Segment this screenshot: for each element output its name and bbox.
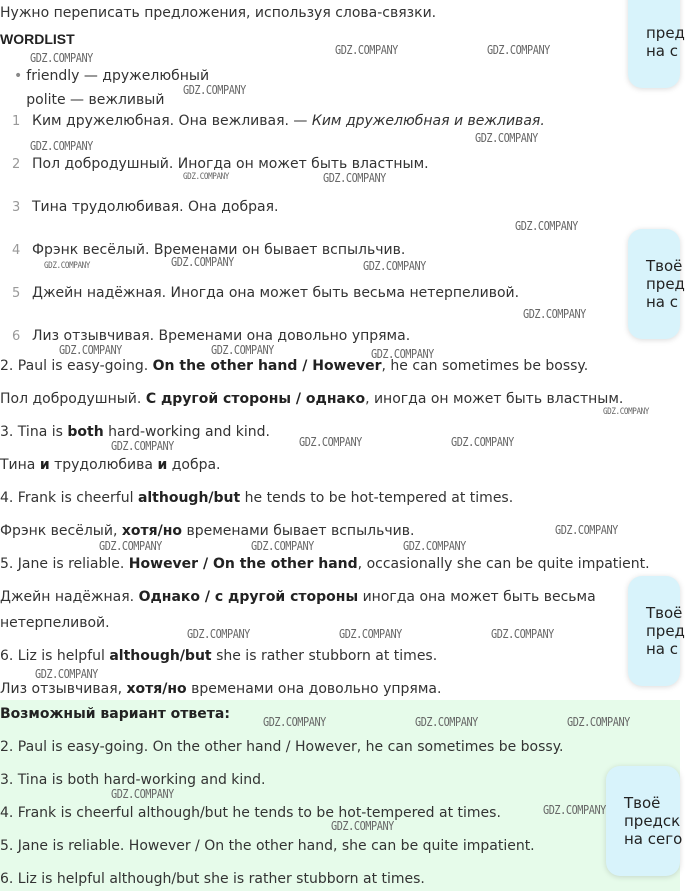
- popup-text: Твоё: [646, 604, 683, 622]
- popup-text: на с: [646, 640, 679, 658]
- watermark: GDZ.COMPANY: [30, 51, 93, 65]
- watermark: GDZ.COMPANY: [111, 787, 174, 801]
- exercise-number: 2: [12, 157, 21, 172]
- watermark: GDZ.COMPANY: [555, 523, 618, 537]
- watermark: GDZ.COMPANY: [415, 715, 478, 729]
- watermark: GDZ.COMPANY: [339, 627, 402, 641]
- prediction-popup[interactable]: [606, 766, 683, 876]
- watermark: GDZ.COMPANY: [111, 439, 174, 453]
- answer-line: 2. Paul is easy-going. On the other hand / However, he can sometimes be bossy.: [0, 739, 564, 755]
- watermark: GDZ.COMPANY: [263, 715, 326, 729]
- solution-en-2: 2. Paul is easy-going. On the other hand / However, he can sometimes be bossy.: [0, 358, 589, 374]
- popup-text: пред: [646, 24, 685, 42]
- watermark: GDZ.COMPANY: [299, 435, 362, 449]
- watermark: GDZ.COMPANY: [603, 407, 649, 417]
- watermark: GDZ.COMPANY: [187, 627, 250, 641]
- exercise-number: 3: [12, 200, 21, 215]
- watermark: GDZ.COMPANY: [567, 715, 630, 729]
- watermark: GDZ.COMPANY: [171, 255, 234, 269]
- answer-line: 5. Jane is reliable. However / On the other hand, she can be quite impatient.: [0, 838, 535, 854]
- solution-en-3: 3. Tina is both hard-working and kind.: [0, 424, 270, 440]
- watermark: GDZ.COMPANY: [475, 131, 538, 145]
- exercise-sentence: Джейн надёжная. Иногда она может быть весьма нетерпеливой.: [32, 285, 520, 301]
- answer-line: 3. Tina is both hard-working and kind.: [0, 772, 266, 788]
- solution-ru-6: Лиз отзывчивая, хотя/но временами она довольно упряма.: [0, 681, 442, 697]
- solution-ru-5-cont: нетерпеливой.: [0, 615, 110, 631]
- watermark: GDZ.COMPANY: [44, 261, 90, 271]
- solution-en-4: 4. Frank is cheerful although/but he tends to be hot-tempered at times.: [0, 490, 514, 506]
- solution-ru-5: Джейн надёжная. Однако / с другой стороны иногда она может быть весьма: [0, 589, 596, 605]
- exercise-sentence: Лиз отзывчивая. Временами она довольно упряма.: [32, 328, 411, 344]
- solution-ru-2: Пол добродушный. С другой стороны / однако, иногда он может быть властным.: [0, 391, 624, 407]
- watermark: GDZ.COMPANY: [331, 819, 394, 833]
- popup-text: на с: [646, 42, 679, 60]
- popup-text: предск: [624, 812, 681, 830]
- intro-text: Нужно переписать предложения, используя слова-связки.: [0, 5, 437, 21]
- exercise-number: 1: [12, 114, 21, 129]
- watermark: GDZ.COMPANY: [35, 667, 98, 681]
- watermark: GDZ.COMPANY: [211, 343, 274, 357]
- wordlist-item: • friendly — дружелюбный: [14, 68, 210, 84]
- watermark: GDZ.COMPANY: [515, 219, 578, 233]
- watermark: GDZ.COMPANY: [30, 139, 93, 153]
- popup-text: пред: [646, 275, 685, 293]
- exercise-sentence: Тина трудолюбивая. Она добрая.: [32, 199, 279, 215]
- prediction-popup[interactable]: [628, 0, 685, 88]
- popup-text: Твоё: [624, 794, 661, 812]
- answer-line: 6. Liz is helpful although/but she is rather stubborn at times.: [0, 871, 425, 887]
- popup-text: пред: [646, 622, 685, 640]
- watermark: GDZ.COMPANY: [183, 83, 246, 97]
- exercise-number: 4: [12, 243, 21, 258]
- answer-title: Возможный вариант ответа:: [0, 706, 230, 722]
- exercise-number: 5: [12, 286, 21, 301]
- watermark: GDZ.COMPANY: [523, 307, 586, 321]
- exercise-number: 6: [12, 329, 21, 344]
- popup-text: Твоё: [646, 257, 683, 275]
- solution-ru-3: Тина и трудолюбива и добра.: [0, 457, 221, 473]
- popup-text: на сего: [624, 830, 683, 848]
- watermark: GDZ.COMPANY: [251, 539, 314, 553]
- watermark: GDZ.COMPANY: [487, 43, 550, 57]
- watermark: GDZ.COMPANY: [543, 803, 606, 817]
- exercise-sentence: Фрэнк весёлый. Временами он бывает вспыльчив.: [32, 242, 406, 258]
- watermark: GDZ.COMPANY: [451, 435, 514, 449]
- watermark: GDZ.COMPANY: [323, 171, 386, 185]
- watermark: GDZ.COMPANY: [59, 343, 122, 357]
- watermark: GDZ.COMPANY: [363, 259, 426, 273]
- watermark: GDZ.COMPANY: [371, 347, 434, 361]
- solution-en-6: 6. Liz is helpful although/but she is rather stubborn at times.: [0, 648, 438, 664]
- exercise-sentence: Ким дружелюбная. Она вежливая. — Ким дружелюбная и вежливая.: [32, 113, 545, 129]
- prediction-popup[interactable]: [628, 576, 685, 686]
- watermark: GDZ.COMPANY: [99, 539, 162, 553]
- watermark: GDZ.COMPANY: [335, 43, 398, 57]
- prediction-popup[interactable]: [628, 229, 685, 339]
- watermark: GDZ.COMPANY: [183, 172, 229, 182]
- watermark: GDZ.COMPANY: [491, 627, 554, 641]
- solution-ru-4: Фрэнк весёлый, хотя/но временами бывает вспыльчив.: [0, 523, 415, 539]
- answer-line: 4. Frank is cheerful although/but he tends to be hot-tempered at times.: [0, 805, 501, 821]
- popup-text: на с: [646, 293, 679, 311]
- watermark: GDZ.COMPANY: [403, 539, 466, 553]
- wordlist-item: polite — вежливый: [26, 92, 165, 108]
- solution-en-5: 5. Jane is reliable. However / On the other hand, occasionally she can be quite impatient.: [0, 556, 650, 572]
- wordlist-title: WORDLIST: [0, 31, 75, 47]
- exercise-sentence: Пол добродушный. Иногда он может быть властным.: [32, 156, 429, 172]
